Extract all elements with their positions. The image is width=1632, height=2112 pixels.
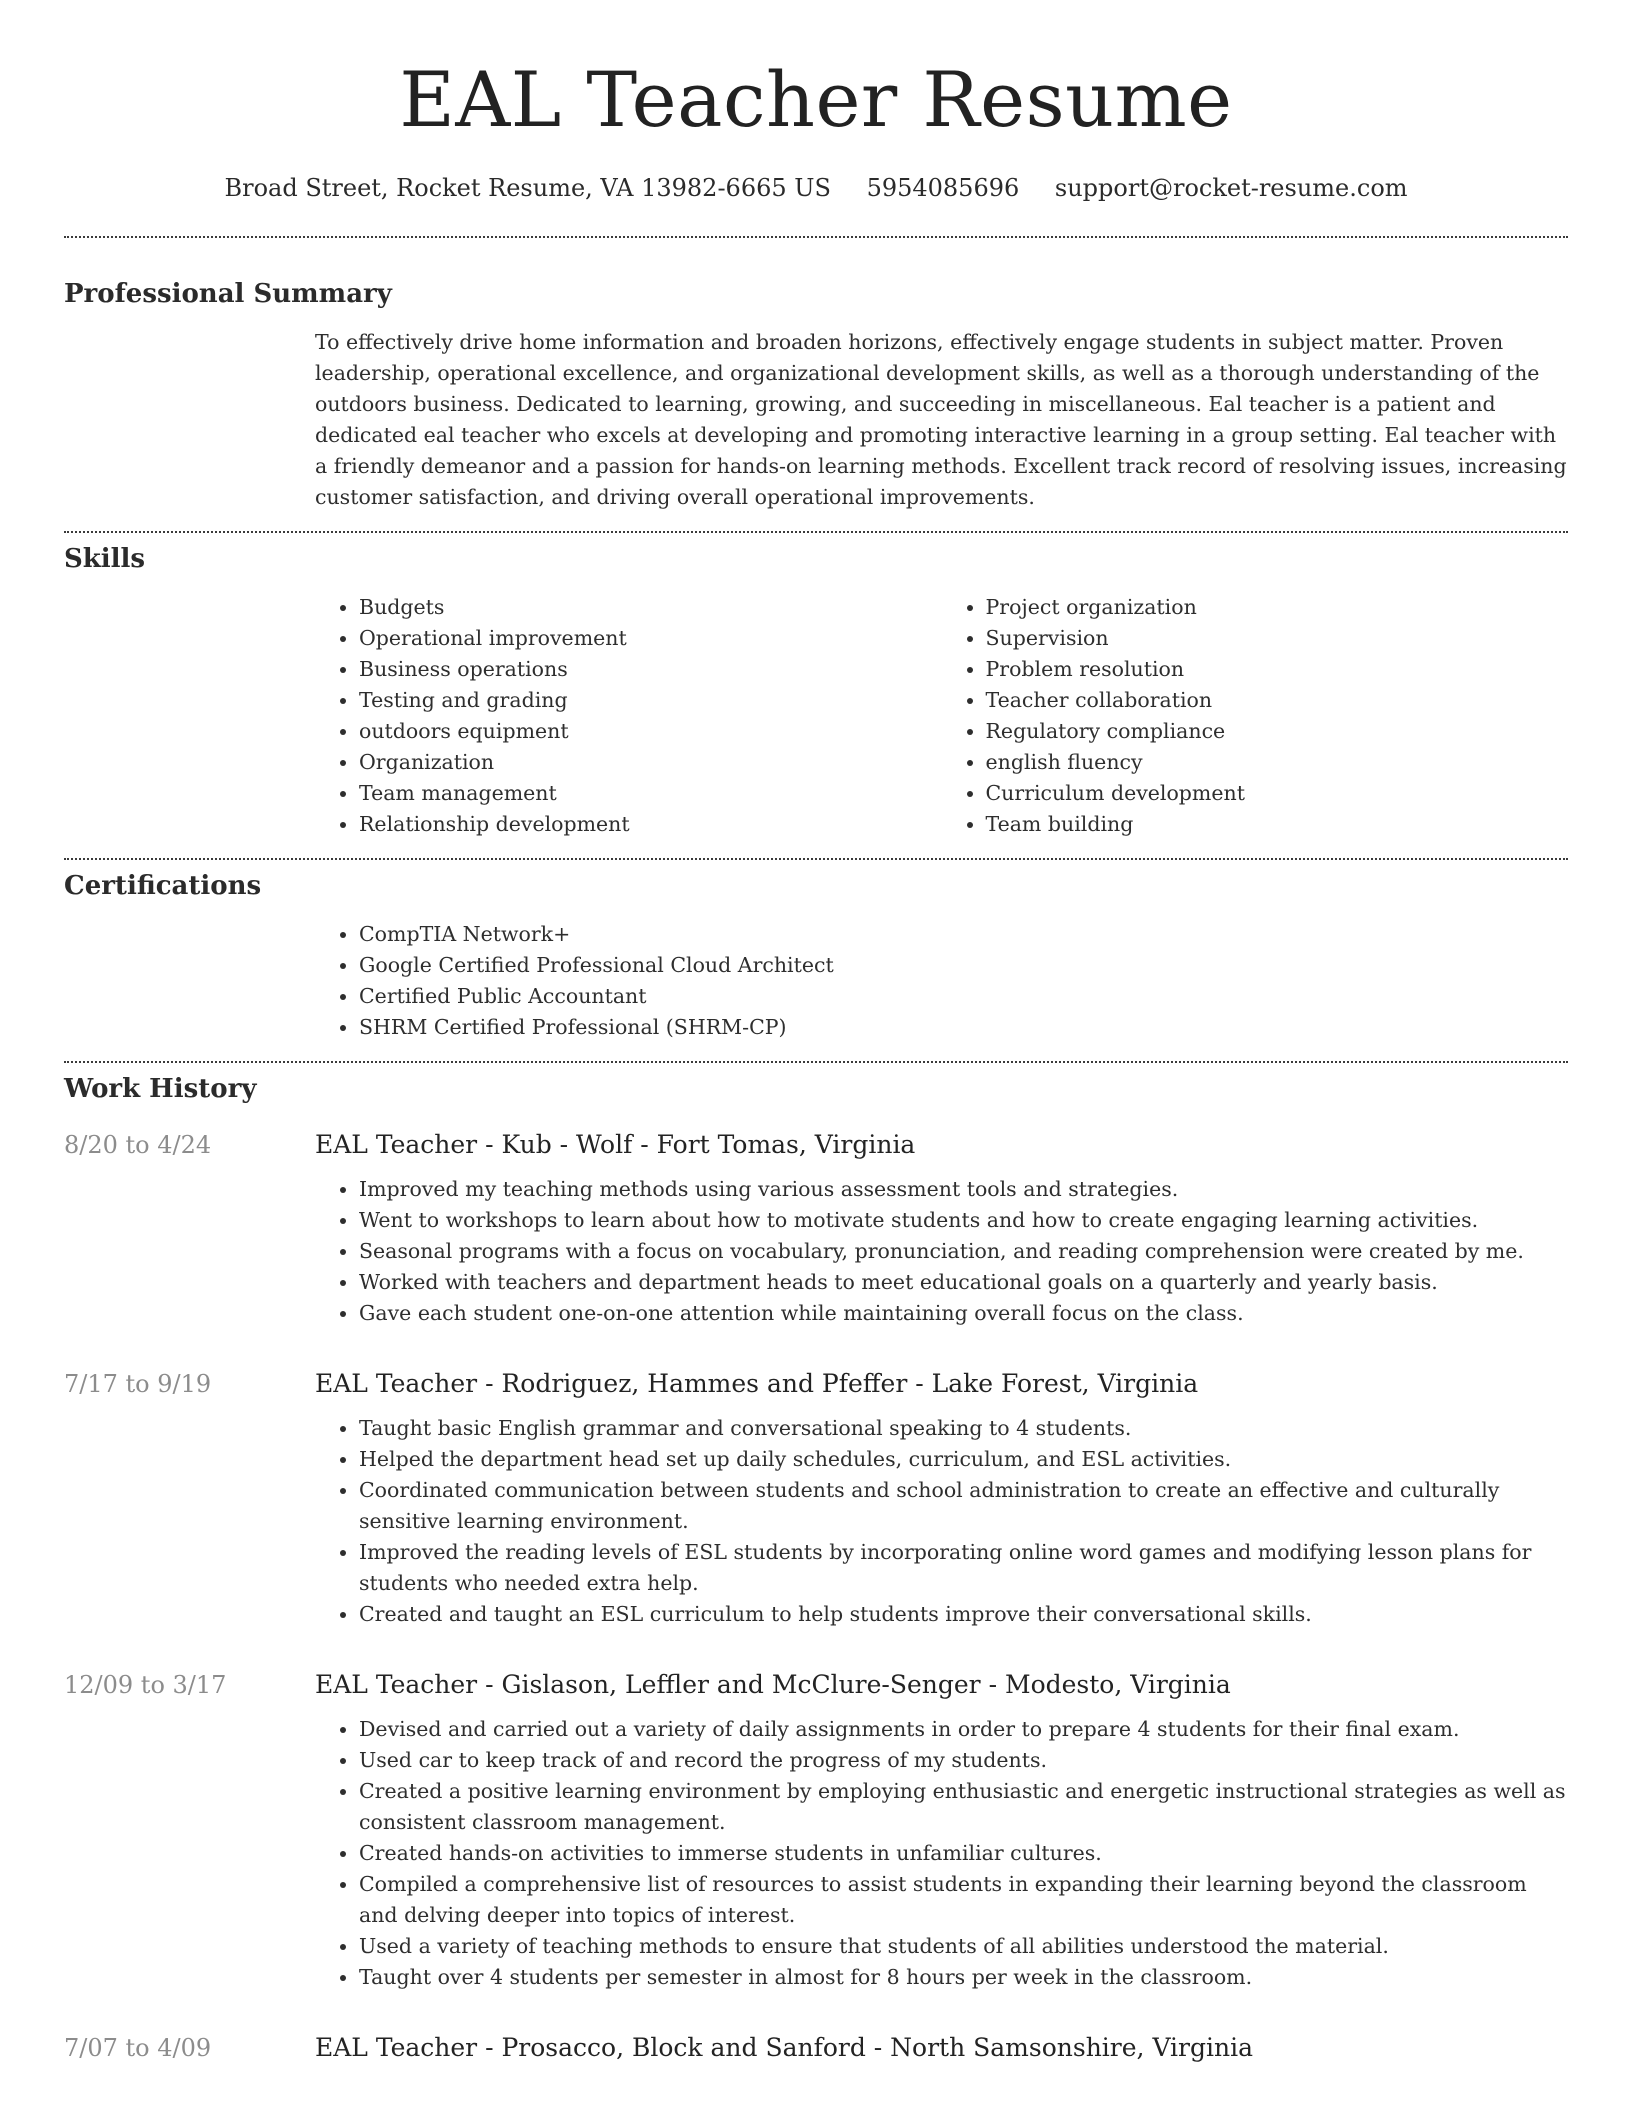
list-item: • Teacher collaboration [986, 685, 1569, 716]
contact-address: Broad Street, Rocket Resume, VA 13982-6665 US [224, 174, 831, 202]
work-history-heading: Work History [64, 1074, 257, 1104]
certifications-list [315, 919, 1568, 1043]
list-item: • Regulatory compliance [986, 716, 1569, 747]
list-item: • Helped the department head set up daily schedules, curriculum, and ESL activities. [359, 1444, 1568, 1475]
job-dates: 8/20 to 4/24 [64, 1131, 212, 1159]
job-title: EAL Teacher - Kub - Wolf - Fort Tomas, Virginia [315, 1130, 916, 1159]
list-item: • Team management [359, 778, 942, 809]
job-dates: 7/17 to 9/19 [64, 1370, 212, 1398]
summary-section [64, 277, 1568, 513]
list-item: • Team building [986, 809, 1569, 840]
divider [64, 236, 1568, 238]
list-item: • Relationship development [359, 809, 942, 840]
list-item: • Curriculum development [986, 778, 1569, 809]
list-item: • Used a variety of teaching methods to ensure that students of all abilities understood the material. [359, 1931, 1568, 1962]
job-title: EAL Teacher - Gislason, Leffler and McClure-Senger - Modesto, Virginia [315, 1670, 1231, 1699]
list-item: • Operational improvement [359, 623, 942, 654]
skills-heading: Skills [64, 544, 146, 574]
job-bullets [315, 1413, 1568, 1630]
list-item: • english fluency [986, 747, 1569, 778]
certifications-section [64, 869, 1568, 1043]
summary-body [315, 327, 1568, 513]
job-bullets [315, 1714, 1568, 1993]
resume-title: EAL Teacher Resume [399, 55, 1233, 144]
job-dates: 7/07 to 4/09 [64, 2034, 212, 2062]
list-item: • Testing and grading [359, 685, 942, 716]
list-item: • Project organization [986, 592, 1569, 623]
summary-text: To effectively drive home information and broaden horizons, effectively engage students in subject matter. Proven leadership, operational excellence, and organizational development skills, as well as a thorough understanding of the outdoors business. Dedicated to learning, growing, and succeeding in miscellaneous. Eal teacher is a patient and dedicated eal teacher who excels at developing and promoting interactive learning in a group setting. Eal teacher with a friendly demeanor and a passion for hands-on learning methods. Excellent track record of resolving issues, increasing customer satisfaction, and driving overall operational improvements. [315, 330, 1567, 509]
list-item: • Improved the reading levels of ESL students by incorporating online word games and modifying lesson plans for students who needed extra help. [359, 1537, 1568, 1599]
skills-list-right [942, 592, 1569, 840]
job-body [315, 1413, 1568, 1630]
list-item: • Budgets [359, 592, 942, 623]
skills-grid [315, 592, 1568, 840]
job-body [315, 1174, 1568, 1329]
job-title: EAL Teacher - Prosacco, Block and Sanford - North Samsonshire, Virginia [315, 2033, 1254, 2062]
divider [64, 531, 1568, 533]
job-entry [64, 1367, 1568, 1630]
list-item: • Devised and carried out a variety of daily assignments in order to prepare 4 students for their final exam. [359, 1714, 1568, 1745]
divider [64, 1061, 1568, 1063]
skills-list-left [315, 592, 942, 840]
contact-phone: 5954085696 [866, 174, 1020, 202]
list-item: • Used car to keep track of and record the progress of my students. [359, 1745, 1568, 1776]
list-item: • Seasonal programs with a focus on vocabulary, pronunciation, and reading comprehension were created by me. [359, 1236, 1568, 1267]
job-title: EAL Teacher - Rodriguez, Hammes and Pfeffer - Lake Forest, Virginia [315, 1369, 1199, 1398]
list-item: • Supervision [986, 623, 1569, 654]
list-item: • Coordinated communication between students and school administration to create an effective and culturally sensitive learning environment. [359, 1475, 1568, 1537]
certifications-body [315, 919, 1568, 1043]
list-item: • Certified Public Accountant [359, 981, 1568, 1012]
skills-section [64, 542, 1568, 840]
list-item: • outdoors equipment [359, 716, 942, 747]
list-item: • Created and taught an ESL curriculum to help students improve their conversational skills. [359, 1599, 1568, 1630]
list-item: • CompTIA Network+ [359, 919, 1568, 950]
job-entry [64, 2031, 1568, 2065]
list-item: • Gave each student one-on-one attention while maintaining overall focus on the class. [359, 1298, 1568, 1329]
list-item: • Created hands-on activities to immerse students in unfamiliar cultures. [359, 1838, 1568, 1869]
list-item: • SHRM Certified Professional (SHRM-CP) [359, 1012, 1568, 1043]
job-body [315, 1714, 1568, 1993]
list-item: • Went to workshops to learn about how to motivate students and how to create engaging learning activities. [359, 1205, 1568, 1236]
list-item: • Taught basic English grammar and conversational speaking to 4 students. [359, 1413, 1568, 1444]
contact-email: support@rocket-resume.com [1054, 174, 1408, 202]
list-item: • Compiled a comprehensive list of resources to assist students in expanding their learning beyond the classroom and delving deeper into topics of interest. [359, 1869, 1568, 1931]
summary-heading: Professional Summary [64, 279, 392, 309]
contact-line [64, 172, 1568, 204]
list-item: • Organization [359, 747, 942, 778]
job-entry [64, 1128, 1568, 1329]
work-history-section [64, 1072, 1568, 2065]
job-bullets [315, 1174, 1568, 1329]
divider [64, 858, 1568, 860]
list-item: • Business operations [359, 654, 942, 685]
list-item: • Google Certified Professional Cloud Architect [359, 950, 1568, 981]
certifications-heading: Certifications [64, 871, 262, 901]
list-item: • Worked with teachers and department heads to meet educational goals on a quarterly and yearly basis. [359, 1267, 1568, 1298]
list-item: • Improved my teaching methods using various assessment tools and strategies. [359, 1174, 1568, 1205]
resume-page [64, 0, 1568, 2112]
list-item: • Taught over 4 students per semester in almost for 8 hours per week in the classroom. [359, 1962, 1568, 1993]
list-item: • Created a positive learning environment by employing enthusiastic and energetic instructional strategies as well as consistent classroom management. [359, 1776, 1568, 1838]
list-item: • Problem resolution [986, 654, 1569, 685]
job-entry [64, 1668, 1568, 1993]
job-dates: 12/09 to 3/17 [64, 1671, 227, 1699]
